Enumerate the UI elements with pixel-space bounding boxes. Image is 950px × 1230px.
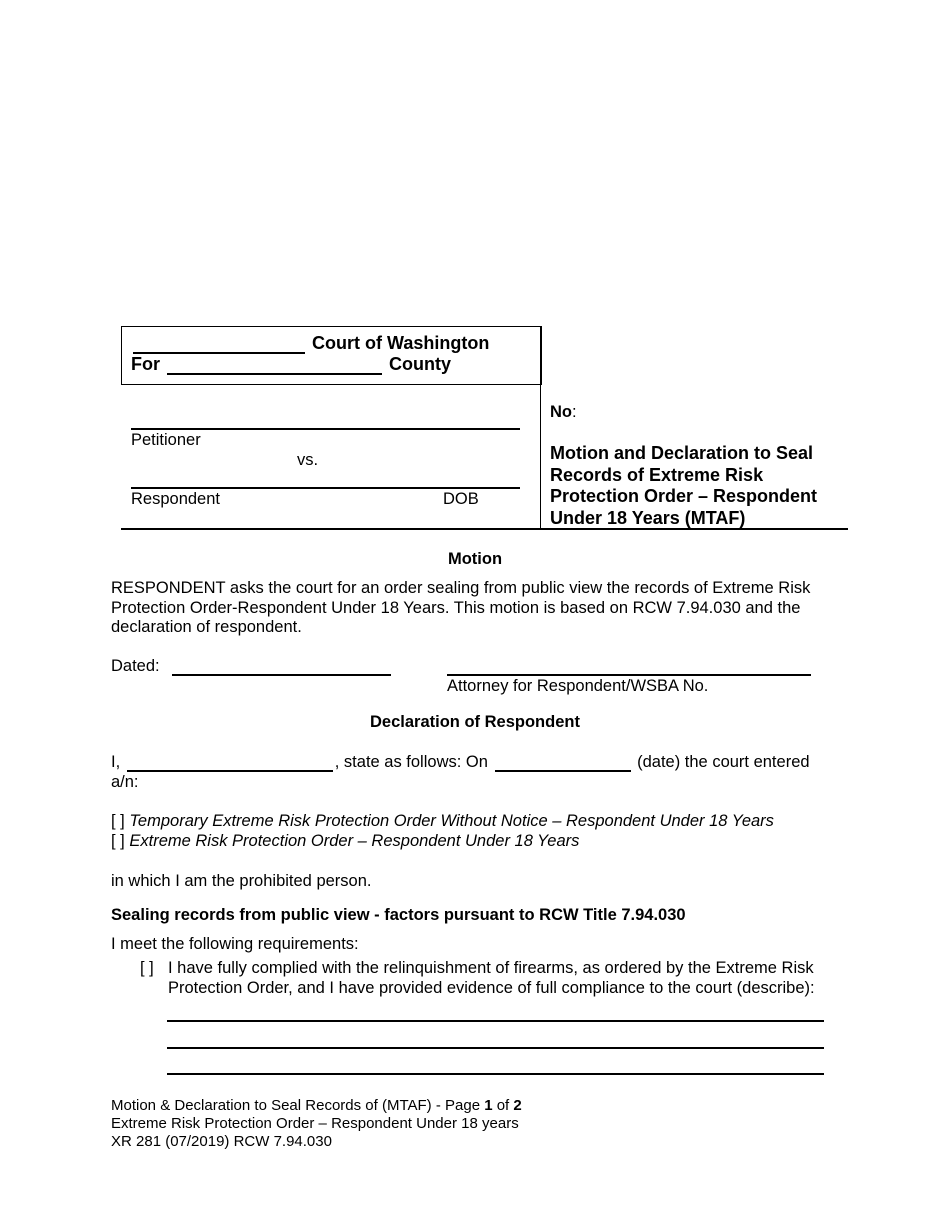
title-line-3: Protection Order – Respondent bbox=[550, 486, 818, 506]
document-title bbox=[550, 443, 840, 529]
case-number-colon: : bbox=[572, 403, 577, 421]
option-erpo[interactable] bbox=[111, 832, 579, 851]
vs-label: vs. bbox=[297, 451, 319, 469]
case-number-label: No bbox=[550, 403, 572, 421]
county-label: County bbox=[389, 354, 452, 374]
caption-divider bbox=[540, 326, 541, 529]
footer bbox=[111, 1097, 522, 1151]
declaration-heading: Declaration of Respondent bbox=[370, 713, 580, 731]
declaration-statement bbox=[111, 753, 810, 772]
date-court-entered-text: (date) the court entered bbox=[637, 753, 810, 771]
footer-line-2: Extreme Risk Protection Order – Respondent Under 18 years bbox=[111, 1115, 519, 1132]
firearms-compliance-text: I have fully complied with the relinquishment of firearms, as ordered by the Extreme Risk Protection Order, and I have provided evidence of full compliance to the court (describe): bbox=[168, 959, 815, 997]
motion-heading: Motion bbox=[447, 550, 503, 568]
case-number[interactable] bbox=[550, 403, 577, 422]
title-line-2: Records of Extreme Risk bbox=[550, 464, 764, 485]
petitioner-name-line[interactable] bbox=[131, 428, 520, 430]
respondent-label: Respondent bbox=[131, 490, 220, 508]
describe-line-2[interactable] bbox=[167, 1047, 824, 1049]
prohibited-person-text: in which I am the prohibited person. bbox=[111, 872, 372, 890]
a-n-text: a/n: bbox=[111, 773, 139, 791]
order-date-blank[interactable] bbox=[495, 769, 631, 772]
dated-blank[interactable] bbox=[172, 674, 391, 676]
dob-label: DOB bbox=[443, 490, 479, 508]
footer-line-3: XR 281 (07/2019) RCW 7.94.030 bbox=[111, 1133, 332, 1150]
describe-line-3[interactable] bbox=[167, 1073, 824, 1075]
declarant-name-blank[interactable] bbox=[127, 769, 333, 772]
checkbox-erpo[interactable]: [ ] bbox=[111, 832, 125, 850]
county-line bbox=[131, 354, 451, 375]
sealing-heading: Sealing records from public view - factors pursuant to RCW Title 7.94.030 bbox=[111, 906, 686, 924]
petitioner-label: Petitioner bbox=[131, 431, 201, 449]
checkbox-temporary-erpo[interactable]: [ ] bbox=[111, 812, 125, 830]
for-label: For bbox=[131, 354, 160, 374]
court-line bbox=[131, 333, 489, 354]
footer-line-1 bbox=[111, 1097, 522, 1115]
describe-line-1[interactable] bbox=[167, 1020, 824, 1022]
footer-title: Motion & Declaration to Seal Records of (MTAF) - Page bbox=[111, 1097, 481, 1114]
state-as-follows-text: , state as follows: On bbox=[334, 753, 488, 771]
respondent-name-line[interactable] bbox=[131, 487, 520, 489]
title-line-1: Motion and Declaration to Seal bbox=[550, 443, 814, 463]
dated-line bbox=[111, 657, 160, 676]
requirements-intro: I meet the following requirements: bbox=[111, 935, 359, 953]
option-temporary-erpo[interactable] bbox=[111, 812, 774, 831]
attorney-label: Attorney for Respondent/WSBA No. bbox=[447, 677, 709, 695]
footer-page-number: 1 bbox=[484, 1097, 493, 1114]
motion-body: RESPONDENT asks the court for an order sealing from public view the records of Extreme Risk Protection Order-Respondent Under 18 Years. This motion is based on RCW 7.94.030 and the declaration of respondent. bbox=[111, 579, 811, 636]
checkbox-firearms-compliance[interactable]: [ ] bbox=[140, 959, 154, 977]
attorney-signature-line[interactable] bbox=[447, 674, 811, 676]
i-label: I, bbox=[111, 753, 121, 771]
footer-page-total: 2 bbox=[513, 1097, 522, 1114]
footer-of: of bbox=[496, 1097, 510, 1114]
court-of-washington-label: Court of Washington bbox=[312, 333, 490, 353]
title-line-4: Under 18 Years (MTAF) bbox=[550, 507, 746, 528]
county-name-blank[interactable] bbox=[167, 372, 382, 375]
option-erpo-label: Extreme Risk Protection Order – Respondent Under 18 Years bbox=[129, 832, 580, 850]
option-temporary-erpo-label: Temporary Extreme Risk Protection Order Without Notice – Respondent Under 18 Years bbox=[129, 812, 774, 830]
dated-label: Dated: bbox=[111, 657, 160, 675]
